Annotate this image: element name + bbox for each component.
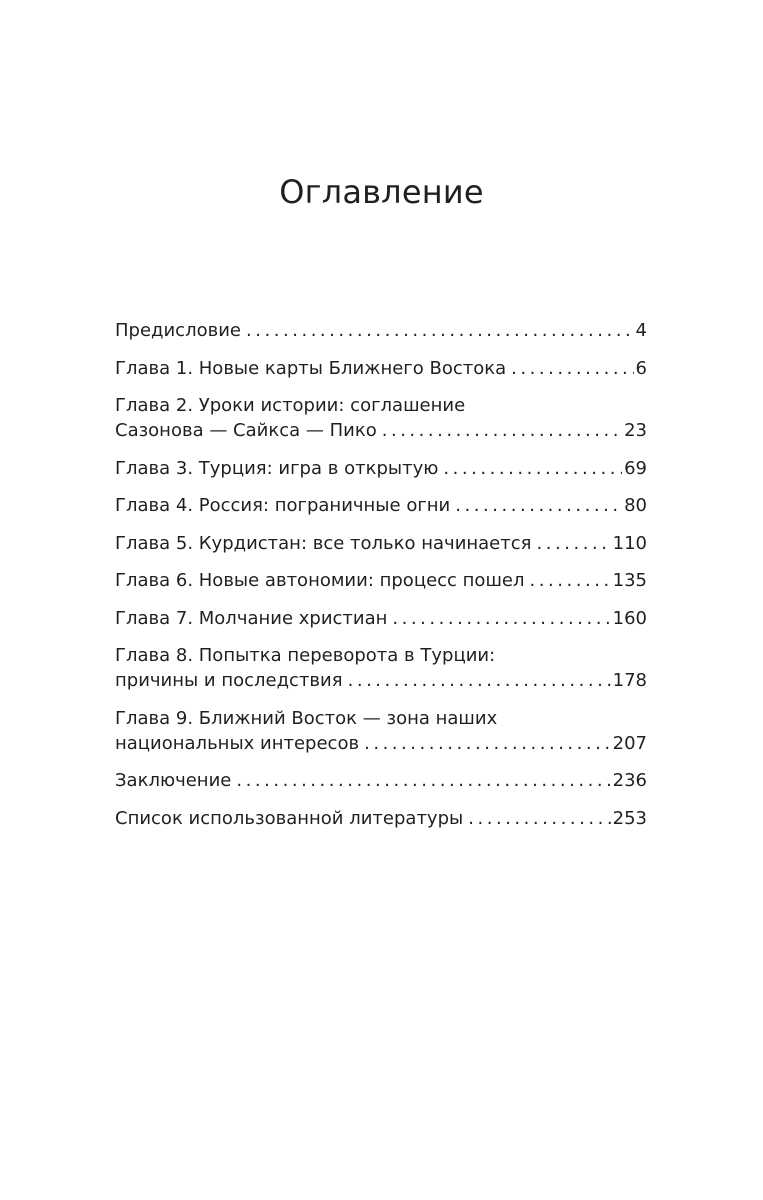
toc-line <box>115 806 647 831</box>
dot-leader <box>348 668 611 693</box>
toc-entry-title: Глава 1. Новые карты Ближнего Востока <box>115 357 507 379</box>
toc-entry-chapter-8[interactable] <box>115 643 647 693</box>
toc-line <box>115 318 647 343</box>
toc-page-number: 80 <box>624 495 647 516</box>
dot-leader <box>246 318 634 343</box>
toc-line <box>115 531 647 556</box>
toc-page-number: 4 <box>635 320 647 341</box>
toc-entry-title-line-1: Глава 9. Ближний Восток — зона наших <box>115 707 498 729</box>
toc-page-number: 110 <box>612 532 647 554</box>
toc-page-number: 207 <box>612 732 647 754</box>
toc-line <box>115 731 647 756</box>
toc-line <box>115 493 647 518</box>
dot-leader <box>530 568 611 593</box>
dot-leader <box>468 806 610 831</box>
toc-line <box>115 668 647 693</box>
dot-leader <box>455 493 622 518</box>
dot-leader <box>392 606 610 631</box>
toc-line <box>115 456 647 481</box>
toc-entry-title: Глава 3. Турция: игра в открытую <box>115 457 439 479</box>
toc-entry-title: Глава 6. Новые автономии: процесс пошел <box>115 570 525 591</box>
toc-entry-chapter-9[interactable] <box>115 706 647 756</box>
toc-entry-title-line-1: Глава 8. Попытка переворота в Турции: <box>115 645 496 666</box>
toc-page-number: 135 <box>612 570 647 591</box>
dot-leader <box>443 456 622 481</box>
toc-page-number: 253 <box>612 807 647 829</box>
dot-leader <box>364 731 611 756</box>
toc-entry-chapter-4[interactable] <box>115 493 647 518</box>
toc-entry-chapter-5[interactable] <box>115 531 647 556</box>
toc-page-number: 6 <box>635 357 647 379</box>
toc-entry-title: Глава 5. Курдистан: все только начинается <box>115 532 532 554</box>
toc-entry-title: причины и последствия <box>115 670 343 691</box>
toc-page-number: 178 <box>612 670 647 691</box>
dot-leader <box>382 418 622 443</box>
toc-entry-conclusion[interactable] <box>115 768 647 793</box>
toc-entry-chapter-7[interactable] <box>115 606 647 631</box>
toc-entry-chapter-3[interactable] <box>115 456 647 481</box>
toc-entry-title: Глава 4. Россия: пограничные огни <box>115 495 451 516</box>
toc-line <box>115 418 647 443</box>
toc-line <box>115 356 647 381</box>
toc-entry-bibliography[interactable] <box>115 806 647 831</box>
toc-entry-preface[interactable] <box>115 318 647 343</box>
toc-page-number: 160 <box>612 607 647 629</box>
toc-entry-title: национальных интересов <box>115 732 360 754</box>
dot-leader <box>236 768 610 793</box>
toc-entry-title: Предисловие <box>115 320 241 341</box>
toc-entry-chapter-2[interactable] <box>115 393 647 443</box>
toc-entry-title: Список использованной литературы <box>115 807 464 829</box>
toc-line <box>115 606 647 631</box>
toc-entry-chapter-1[interactable] <box>115 356 647 381</box>
toc-entry-title-line-1: Глава 2. Уроки истории: соглашение <box>115 395 466 416</box>
dot-leader <box>536 531 610 556</box>
toc-page-number: 236 <box>612 770 647 791</box>
toc-page-number: 69 <box>624 457 647 479</box>
toc-line <box>115 568 647 593</box>
toc-line <box>115 768 647 793</box>
toc-entry-title: Заключение <box>115 770 232 791</box>
toc-page-number: 23 <box>624 420 647 441</box>
table-of-contents <box>115 318 647 843</box>
toc-entry-chapter-6[interactable] <box>115 568 647 593</box>
toc-entry-title: Глава 7. Молчание христиан <box>115 607 388 629</box>
page-title: Оглавление <box>279 173 484 212</box>
toc-entry-title: Сазонова — Сайкса — Пико <box>115 420 377 441</box>
dot-leader <box>511 356 633 381</box>
